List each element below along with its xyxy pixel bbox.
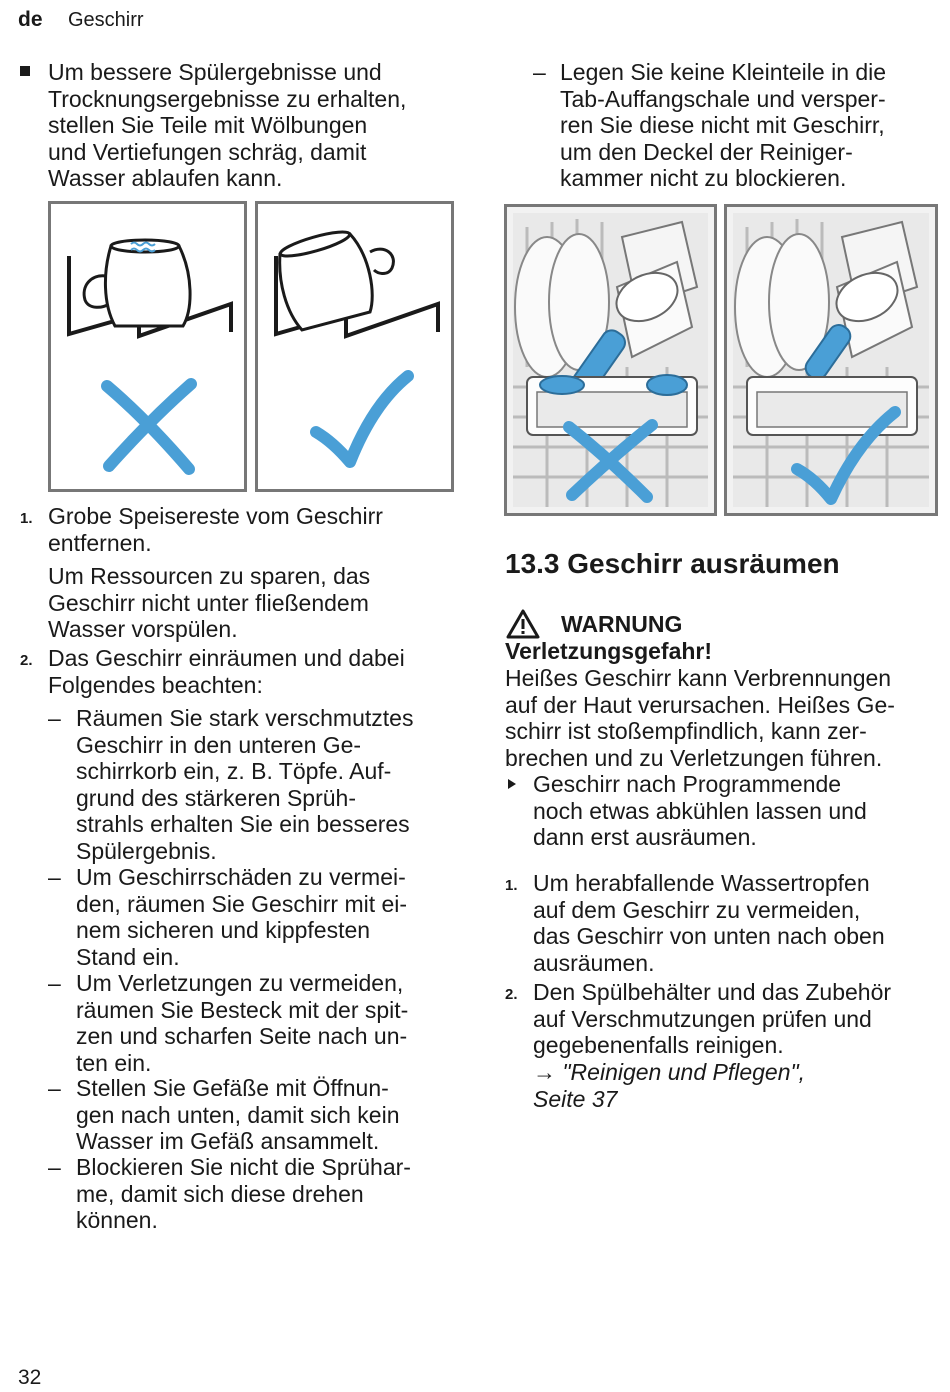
figure-tab-tray-wrong	[504, 204, 717, 516]
sub-item: Blockieren Sie nicht die Sprühar- me, damit sich diese drehen können.	[76, 1154, 411, 1233]
left-step1-text: Grobe Speisereste vom Geschirr entfernen.	[48, 503, 383, 556]
step-number: 1.	[20, 510, 33, 527]
action-text: Geschirr nach Programmende noch etwas abkühlen lassen und dann erst ausräumen.	[533, 771, 867, 850]
section-title: Geschirr	[68, 9, 144, 31]
figure-tab-tray-right	[724, 204, 938, 516]
warning-label: WARNUNG	[561, 611, 683, 637]
dash: –	[48, 1154, 61, 1180]
left-step2-text: Das Geschirr einräumen und dabei Folgendes beachten:	[48, 645, 405, 698]
sub-item: Um Geschirrschäden zu vermei- den, räumen Sie Geschirr mit ei- nem sicheren und kippfesten Stand ein.	[76, 864, 408, 970]
language-code: de	[18, 8, 43, 31]
check-icon	[316, 376, 408, 462]
warning-triangle-icon	[505, 608, 541, 640]
step-number: 2.	[20, 652, 33, 669]
tab-tray-wrong-illustration	[507, 207, 714, 513]
sub-item: Um Verletzungen zu vermeiden, räumen Sie Besteck mit der spit- zen und scharfen Seite nach un- ten ein.	[76, 970, 409, 1076]
right-step2-text: Den Spülbehälter und das Zubehör auf Verschmutzungen prüfen und gegebenenfalls reinigen.	[533, 979, 892, 1058]
step-number: 2.	[505, 986, 518, 1003]
warning-text: Heißes Geschirr kann Verbrennungen auf der Haut verursachen. Heißes Ge- schirr ist stoßempfindlich, kann zer- brechen und zu Verletzungen führen.	[505, 665, 895, 771]
tab-tray-right-illustration	[727, 207, 935, 513]
left-bullet-text: Um bessere Spülergebnisse und Trocknungsergebnisse zu erhalten, stellen Sie Teile mit Wölbungen und Vertiefungen schräg, damit Wasser ablaufen kann.	[48, 59, 407, 191]
dash: –	[48, 1075, 61, 1101]
dash: –	[48, 705, 61, 731]
action-arrow-icon	[507, 778, 517, 790]
left-step1-note: Um Ressourcen zu sparen, das Geschirr nicht unter fließendem Wasser vorspülen.	[48, 563, 371, 642]
step-number: 1.	[505, 877, 518, 894]
right-step1-text: Um herabfallende Wassertropfen auf dem Geschirr zu vermeiden, das Geschirr von unten nach oben ausräumen.	[533, 870, 885, 976]
dash: –	[48, 864, 61, 890]
sub-item: Räumen Sie stark verschmutztes Geschirr in den unteren Ge- schirrkorb ein, z. B. Töpfe. Auf- grund des stärkeren Sprüh- strahls erhalten Sie ein besseres Spülergebnis.	[76, 705, 414, 864]
warning-title: Verletzungsgefahr!	[505, 638, 713, 664]
figure-cup-wrong	[48, 201, 247, 492]
figure-cup-right	[255, 201, 454, 492]
dash: –	[533, 59, 546, 85]
square-bullet-icon	[20, 66, 30, 76]
page-number: 32	[18, 1366, 42, 1389]
sub-item: Stellen Sie Gefäße mit Öffnun- gen nach unten, damit sich kein Wasser im Gefäß ansammelt.	[76, 1075, 400, 1154]
cross-reference-link[interactable]: → "Reinigen und Pflegen", Seite 37	[533, 1059, 806, 1112]
right-dash-text: Legen Sie keine Kleinteile in die Tab-Auffangschale und versper- ren Sie diese nicht mit Geschirr, um den Deckel der Reiniger- kammer nicht zu blockieren.	[560, 59, 887, 191]
cup-wrong-illustration	[51, 204, 244, 489]
cup-right-illustration	[258, 204, 451, 489]
section-heading: 13.3 Geschirr ausräumen	[505, 548, 840, 579]
dash: –	[48, 970, 61, 996]
